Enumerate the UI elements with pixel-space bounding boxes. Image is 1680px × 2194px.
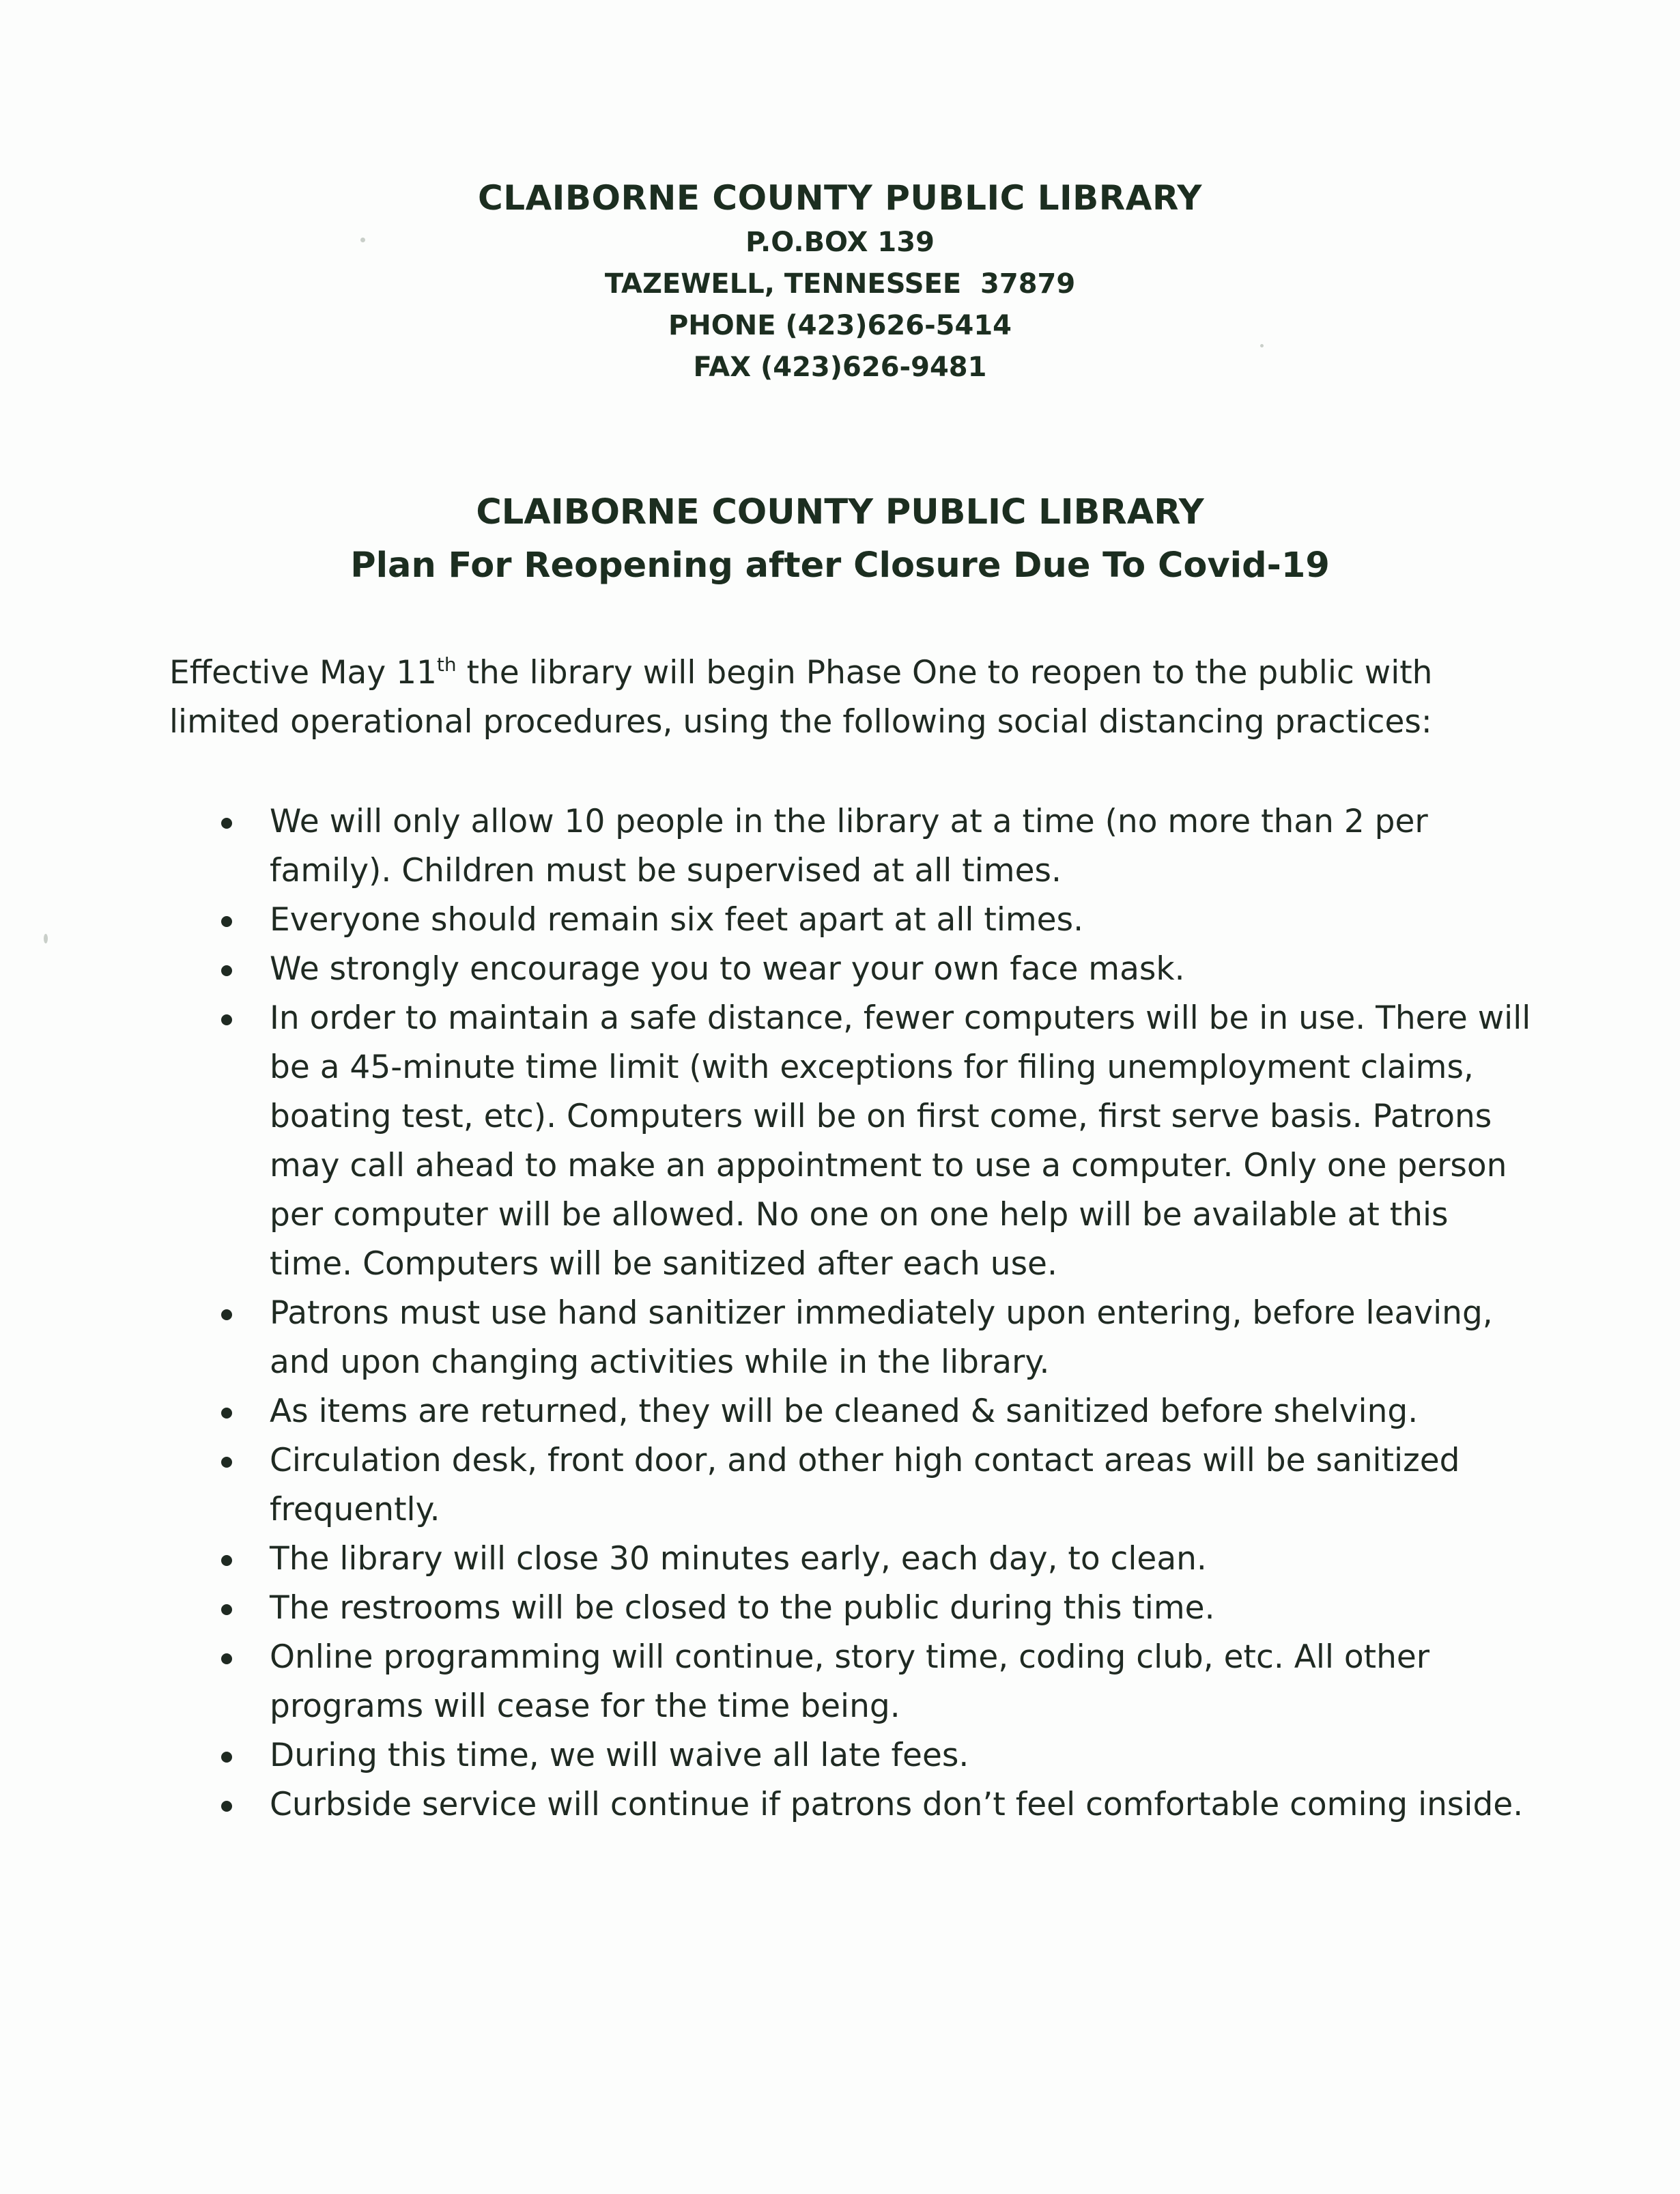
list-item: [270, 1633, 1533, 1731]
list-item-text: We strongly encourage you to wear your own face mask.: [270, 950, 1185, 988]
intro-paragraph: [169, 649, 1535, 747]
bullet-icon: [221, 1408, 232, 1419]
list-item-text: The restrooms will be closed to the public during this time.: [270, 1589, 1215, 1627]
bullet-icon: [221, 1604, 232, 1615]
intro-text-start: Effective May 11: [169, 654, 437, 692]
letterhead: [0, 174, 1680, 388]
list-item: [270, 1535, 1533, 1584]
document-title: [0, 486, 1680, 593]
bullet-icon: [221, 1014, 232, 1025]
list-item-text: Patrons must use hand sanitizer immediately upon entering, before leaving, and upon changing activities while in the library.: [270, 1294, 1493, 1381]
bullet-icon: [221, 1653, 232, 1664]
list-item-text: Curbside service will continue if patrons don’t feel comfortable coming inside.: [270, 1786, 1524, 1823]
letterhead-phone: PHONE (423)626-5414: [668, 310, 1012, 341]
letterhead-fax: FAX (423)626-9481: [693, 352, 987, 383]
bullet-icon: [221, 1309, 232, 1320]
list-item-text: We will only allow 10 people in the library at a time (no more than 2 per family). Children must be supervised at all times.: [270, 803, 1428, 889]
letterhead-organization: CLAIBORNE COUNTY PUBLIC LIBRARY: [478, 178, 1202, 218]
list-item: [270, 797, 1533, 896]
list-item-text: Everyone should remain six feet apart at all times.: [270, 901, 1084, 939]
bullet-icon: [221, 1752, 232, 1763]
bullet-icon: [221, 1801, 232, 1812]
letterhead-po-box: P.O.BOX 139: [745, 227, 935, 258]
intro-text-end: the library will begin Phase One to reopen to the public with limited operational procedures, using the following social distancing practices:: [169, 654, 1433, 741]
list-item-text: Online programming will continue, story time, coding club, etc. All other programs will cease for the time being.: [270, 1638, 1430, 1725]
bullet-icon: [221, 965, 232, 976]
intro-superscript: th: [436, 653, 457, 676]
bullet-icon: [221, 818, 232, 829]
title-subject: Plan For Reopening after Closure Due To Covid-19: [350, 545, 1330, 586]
list-item-text: As items are returned, they will be cleaned & sanitized before shelving.: [270, 1393, 1419, 1430]
bullet-icon: [221, 1555, 232, 1566]
list-item: [270, 1780, 1533, 1829]
list-item: [270, 1731, 1533, 1780]
list-item: [270, 896, 1533, 945]
practices-list: [270, 797, 1533, 1829]
list-item: [270, 1584, 1533, 1633]
list-item-text: The library will close 30 minutes early, each day, to clean.: [270, 1540, 1207, 1578]
list-item: [270, 945, 1533, 994]
bullet-icon: [221, 916, 232, 927]
list-item: [270, 994, 1533, 1289]
list-item: [270, 1289, 1533, 1387]
list-item-text: During this time, we will waive all late fees.: [270, 1737, 969, 1774]
list-item-text: Circulation desk, front door, and other high contact areas will be sanitized frequently.: [270, 1442, 1460, 1528]
letterhead-city-state-zip: TAZEWELL, TENNESSEE 37879: [604, 268, 1076, 300]
title-organization: CLAIBORNE COUNTY PUBLIC LIBRARY: [476, 492, 1204, 532]
bullet-icon: [221, 1457, 232, 1468]
scan-speck: [44, 934, 48, 943]
list-item: [270, 1387, 1533, 1436]
list-item: [270, 1436, 1533, 1535]
list-item-text: In order to maintain a safe distance, fewer computers will be in use. There will be a 45-minute time limit (with exceptions for filing unemployment claims, boating test, etc). Computers will be on first come, first serve basis. Patrons may call ahead to make an appointment to use a computer. Only one person per computer will be allowed. No one on one help will be available at this time. Computers will be sanitized after each use.: [270, 999, 1531, 1283]
